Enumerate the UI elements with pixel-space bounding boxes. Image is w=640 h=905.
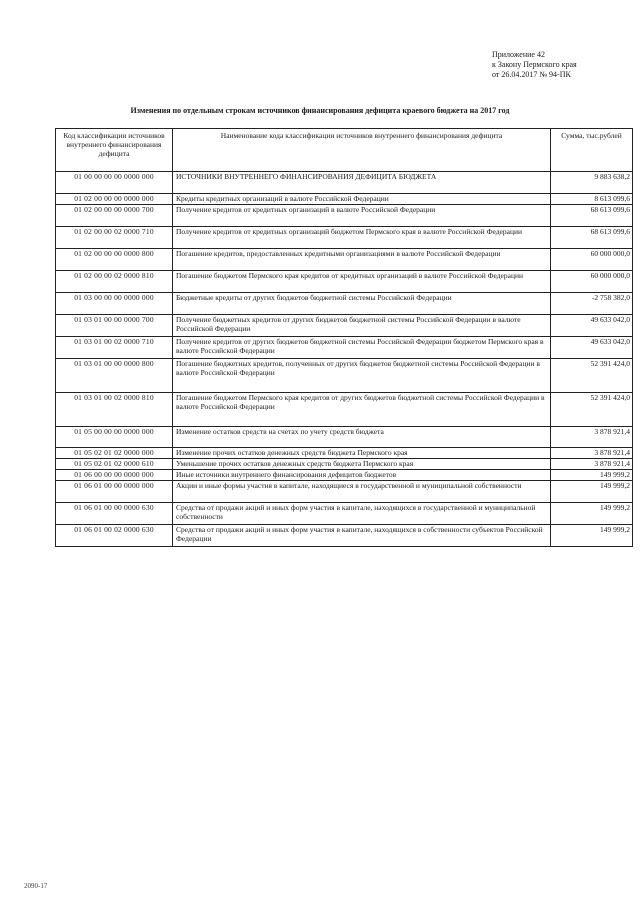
row-code: 01 02 00 00 00 0000 700 bbox=[56, 205, 173, 227]
row-amount: 49 633 042,0 bbox=[551, 337, 633, 359]
row-amount: 68 613 099,6 bbox=[551, 205, 633, 227]
row-code: 01 03 01 00 00 0000 700 bbox=[56, 315, 173, 337]
financing-sources-table bbox=[55, 128, 633, 547]
table-row bbox=[56, 337, 633, 359]
row-name: ИСТОЧНИКИ ВНУТРЕННЕГО ФИНАНСИРОВАНИЯ ДЕФИЦИТА БЮДЖЕТА bbox=[173, 172, 551, 194]
table-row bbox=[56, 271, 633, 293]
row-name: Погашение бюджетом Пермского края кредитов от кредитных организаций в валюте Российской Федерации bbox=[173, 271, 551, 293]
header-name: Наименование кода классификации источников внутреннего финансирования дефицита bbox=[173, 129, 551, 172]
row-amount: 9 883 638,2 bbox=[551, 172, 633, 194]
row-code: 01 02 00 00 02 0000 710 bbox=[56, 227, 173, 249]
row-name: Бюджетные кредиты от других бюджетов бюджетной системы Российской Федерации bbox=[173, 293, 551, 315]
row-code: 01 02 00 00 00 0000 000 bbox=[56, 194, 173, 205]
row-code: 01 05 02 01 02 0000 000 bbox=[56, 448, 173, 459]
document-title: Изменения по отдельным строкам источников финансирования дефицита краевого бюджета на 2017 год bbox=[130, 106, 510, 115]
row-amount: 68 613 099,6 bbox=[551, 227, 633, 249]
header-code: Код классификации источников внутреннего финансирования дефицита bbox=[56, 129, 173, 172]
row-code: 01 06 01 00 00 0000 000 bbox=[56, 481, 173, 503]
appendix-block bbox=[492, 50, 632, 80]
table-row bbox=[56, 481, 633, 503]
row-name: Погашение бюджетом Пермского края кредитов от других бюджетов бюджетной системы Российской Федерации в валюте Российской Федерации bbox=[173, 393, 551, 427]
row-amount: 60 000 000,0 bbox=[551, 249, 633, 271]
table-row bbox=[56, 293, 633, 315]
row-code: 01 03 01 00 02 0000 710 bbox=[56, 337, 173, 359]
row-code: 01 03 01 00 02 0000 810 bbox=[56, 393, 173, 427]
table-row bbox=[56, 525, 633, 547]
table-row bbox=[56, 359, 633, 393]
row-name: Получение кредитов от других бюджетов бюджетной системы Российской Федерации бюджетом Пермского края в валюте Российской Федерации bbox=[173, 337, 551, 359]
row-amount: 3 878 921,4 bbox=[551, 448, 633, 459]
table-row bbox=[56, 459, 633, 470]
table-row bbox=[56, 172, 633, 194]
row-name: Средства от продажи акций и иных форм участия в капитале, находящихся в государственной и муниципальной собственности bbox=[173, 503, 551, 525]
table-row bbox=[56, 315, 633, 337]
table-row bbox=[56, 227, 633, 249]
row-code: 01 00 00 00 00 0000 000 bbox=[56, 172, 173, 194]
row-amount: 149 999,2 bbox=[551, 525, 633, 547]
row-amount: 149 999,2 bbox=[551, 470, 633, 481]
table-row bbox=[56, 427, 633, 448]
row-name: Иные источники внутреннего финансирования дефицитов бюджетов bbox=[173, 470, 551, 481]
row-code: 01 05 02 01 02 0000 610 bbox=[56, 459, 173, 470]
table-row bbox=[56, 205, 633, 227]
row-code: 01 02 00 00 02 0000 810 bbox=[56, 271, 173, 293]
appendix-line-2: к Закону Пермского края bbox=[492, 60, 577, 69]
row-name: Изменение остатков средств на счетах по учету средств бюджета bbox=[173, 427, 551, 448]
table-row bbox=[56, 470, 633, 481]
row-amount: 149 999,2 bbox=[551, 503, 633, 525]
appendix-line-3: от 26.04.2017 № 94-ПК bbox=[492, 70, 571, 79]
row-code: 01 03 01 00 00 0000 800 bbox=[56, 359, 173, 393]
row-name: Акции и иные формы участия в капитале, находящиеся в государственной и муниципальной собственности bbox=[173, 481, 551, 503]
row-code: 01 06 00 00 00 0000 000 bbox=[56, 470, 173, 481]
table-row bbox=[56, 393, 633, 427]
row-name: Уменьшение прочих остатков денежных средств бюджета Пермского края bbox=[173, 459, 551, 470]
row-amount: 3 878 921,4 bbox=[551, 427, 633, 448]
row-amount: 3 878 921,4 bbox=[551, 459, 633, 470]
row-amount: 52 391 424,0 bbox=[551, 393, 633, 427]
row-name: Погашение кредитов, предоставленных кредитными организациями в валюте Российской Федерации bbox=[173, 249, 551, 271]
row-amount: -2 758 382,0 bbox=[551, 293, 633, 315]
row-name: Получение кредитов от кредитных организаций в валюте Российской Федерации bbox=[173, 205, 551, 227]
table-row bbox=[56, 194, 633, 205]
row-amount: 52 391 424,0 bbox=[551, 359, 633, 393]
row-code: 01 02 00 00 00 0000 800 bbox=[56, 249, 173, 271]
row-name: Кредиты кредитных организаций в валюте Российской Федерации bbox=[173, 194, 551, 205]
row-name: Получение кредитов от кредитных организаций бюджетом Пермского края в валюте Российской Федерации bbox=[173, 227, 551, 249]
table-row bbox=[56, 448, 633, 459]
table-header-row bbox=[56, 129, 633, 172]
table-row bbox=[56, 249, 633, 271]
row-code: 01 06 01 00 00 0000 630 bbox=[56, 503, 173, 525]
row-amount: 60 000 000,0 bbox=[551, 271, 633, 293]
table-row bbox=[56, 503, 633, 525]
row-name: Погашение бюджетных кредитов, полученных от других бюджетов бюджетной системы Российской Федерации в валюте Российской Федерации bbox=[173, 359, 551, 393]
row-code: 01 05 00 00 00 0000 000 bbox=[56, 427, 173, 448]
row-amount: 149 999,2 bbox=[551, 481, 633, 503]
row-code: 01 03 00 00 00 0000 000 bbox=[56, 293, 173, 315]
footer-code: 2090-17 bbox=[24, 882, 48, 890]
row-amount: 8 613 099,6 bbox=[551, 194, 633, 205]
appendix-line-1: Приложение 42 bbox=[492, 50, 545, 59]
row-name: Изменение прочих остатков денежных средств бюджета Пермского края bbox=[173, 448, 551, 459]
row-name: Получение бюджетных кредитов от других бюджетов бюджетной системы Российской Федерации в валюте Российской Федерации bbox=[173, 315, 551, 337]
row-code: 01 06 01 00 02 0000 630 bbox=[56, 525, 173, 547]
header-amount: Сумма, тыс.рублей bbox=[551, 129, 633, 172]
row-name: Средства от продажи акций и иных форм участия в капитале, находящихся в собственности субъектов Российской Федерации bbox=[173, 525, 551, 547]
row-amount: 49 633 042,0 bbox=[551, 315, 633, 337]
